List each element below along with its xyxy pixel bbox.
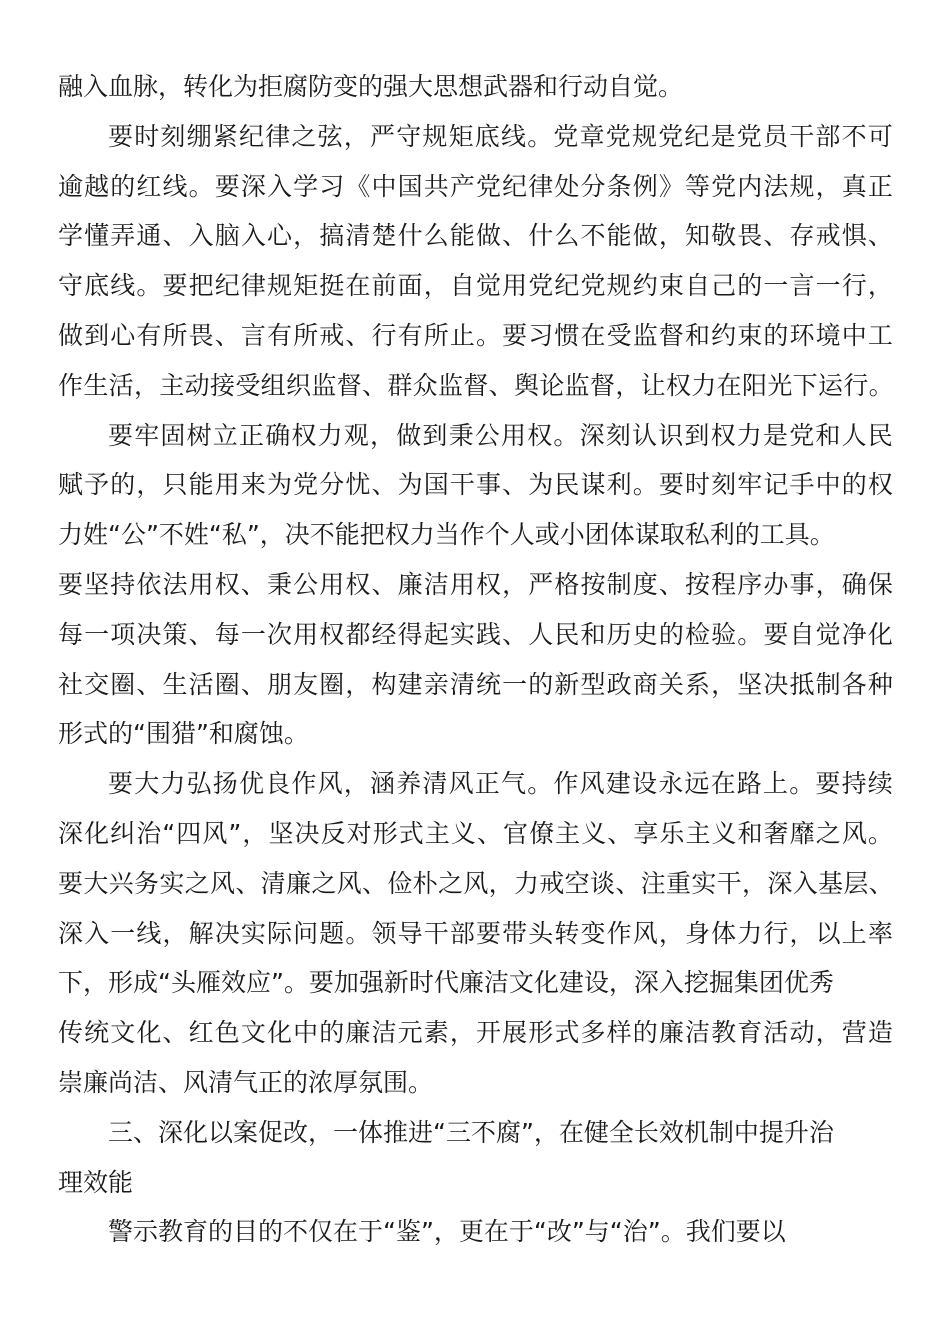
- text-line: 融入血脉，转化为拒腐防变的强大思想武器和行动自觉。: [58, 72, 684, 101]
- document-body: [58, 62, 894, 1257]
- section-heading-line: 理效能: [58, 1167, 134, 1197]
- text-line: 力姓“公”不姓“私”，决不能把权力当作个人或小团体谋取私利的工具。: [58, 520, 835, 550]
- text-line: 作生活，主动接受组织监督、群众监督、舆论监督，让权力在阳光下运行。: [58, 370, 894, 400]
- text-line: 逾越的红线。要深入学习《中国共产党纪律处分条例》等党内法规，真正: [58, 171, 894, 201]
- text-line: 做到心有所畏、言有所戒、行有所止。要习惯在受监督和约束的环境中工: [58, 320, 894, 350]
- text-line: 赋予的，只能用来为党分忧、为国干事、为民谋利。要时刻牢记手中的权: [58, 470, 894, 500]
- paragraph-start-line: 要大力弘扬优良作风，涵养清风正气。作风建设永远在路上。要持续: [108, 769, 894, 799]
- text-line: 形式的“围猎”和腐蚀。: [58, 719, 309, 749]
- paragraph-start-line: 警示教育的目的不仅在于“鉴”，更在于“改”与“治”。我们要以: [108, 1217, 786, 1247]
- text-line: 深化纠治“四风”，坚决反对形式主义、官僚主义、享乐主义和奢靡之风。: [58, 818, 894, 848]
- text-line: 下，形成“头雁效应”。要加强新时代廉洁文化建设，深入挖掘集团优秀: [58, 968, 834, 998]
- section-heading-line: 三、深化以案促改，一体推进“三不腐”，在健全长效机制中提升治: [108, 1117, 834, 1147]
- text-line: 深入一线，解决实际问题。领导干部要带头转变作风，身体力行，以上率: [58, 918, 894, 948]
- text-line: 传统文化、红色文化中的廉洁元素，开展形式多样的廉洁教育活动，营造: [58, 1018, 894, 1048]
- text-line: 社交圈、生活圈、朋友圈，构建亲清统一的新型政商关系，坚决抵制各种: [58, 669, 894, 699]
- text-line: 守底线。要把纪律规矩挺在前面，自觉用党纪党规约束自己的一言一行，: [58, 271, 894, 301]
- paragraph-start-line: 要时刻绷紧纪律之弦，严守规矩底线。党章党规党纪是党员干部不可: [108, 121, 894, 151]
- paragraph-start-line: 要牢固树立正确权力观，做到秉公用权。深刻认识到权力是党和人民: [108, 420, 894, 450]
- text-line: 要坚持依法用权、秉公用权、廉洁用权，严格按制度、按程序办事，确保: [58, 569, 894, 599]
- text-line: 要大兴务实之风、清廉之风、俭朴之风，力戒空谈、注重实干，深入基层、: [58, 868, 894, 898]
- text-line: 崇廉尚洁、风清气正的浓厚氛围。: [58, 1067, 434, 1097]
- text-line: 学懂弄通、入脑入心，搞清楚什么能做、什么不能做，知敬畏、存戒惧、: [58, 221, 894, 251]
- text-line: 每一项决策、每一次用权都经得起实践、人民和历史的检验。要自觉净化: [58, 619, 894, 649]
